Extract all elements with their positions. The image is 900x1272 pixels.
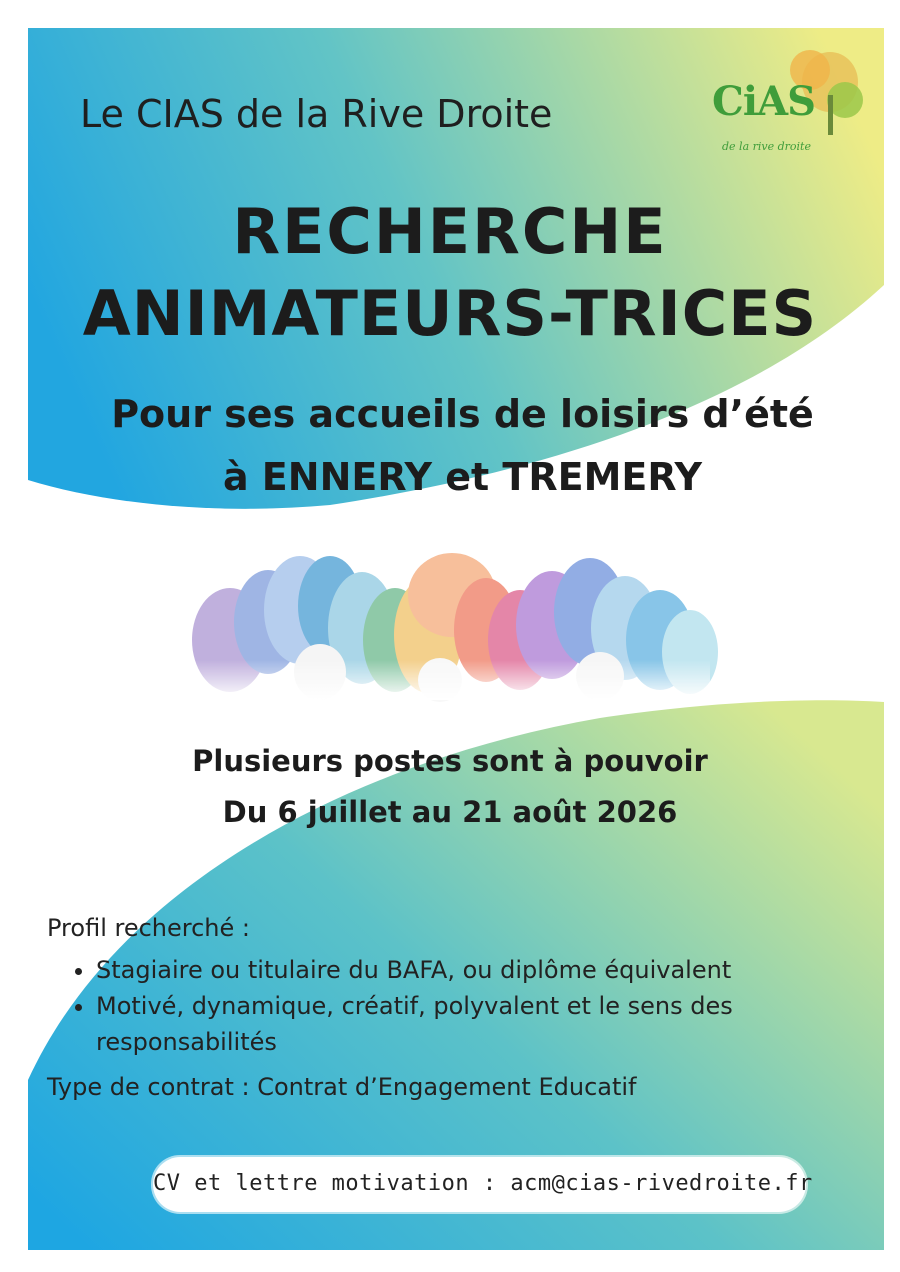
cias-logo-letters: CiAS bbox=[712, 78, 815, 125]
subheadline-line-1: Pour ses accueils de loisirs d’été bbox=[111, 392, 814, 436]
contact-email-text[interactable]: CV et lettre motivation : acm@cias-rivedroite.fr bbox=[153, 1171, 813, 1196]
positions-line-1: Plusieurs postes sont à pouvoir bbox=[192, 744, 708, 778]
headline-line-2: ANIMATEURS-TRICES bbox=[82, 277, 818, 350]
requirement-item: • Motivé, dynamique, créatif, polyvalent et le sens des responsabilités bbox=[96, 988, 826, 1060]
requirement-item: • Stagiaire ou titulaire du BAFA, ou diplôme équivalent bbox=[96, 952, 826, 988]
subheadline-line-2: à ENNERY et TREMERY bbox=[222, 455, 703, 499]
positions-dates: Du 6 juillet au 21 août 2026 bbox=[222, 795, 678, 829]
profile-label: Profil recherché : bbox=[47, 914, 250, 942]
contract-type: Type de contrat : Contrat d’Engagement Educatif bbox=[47, 1073, 637, 1101]
headline-line-1: RECHERCHE bbox=[232, 195, 668, 268]
requirements-list bbox=[70, 952, 826, 1060]
organization-name: Le CIAS de la Rive Droite bbox=[80, 92, 553, 136]
cias-logo-tagline: de la rive droite bbox=[722, 140, 811, 153]
